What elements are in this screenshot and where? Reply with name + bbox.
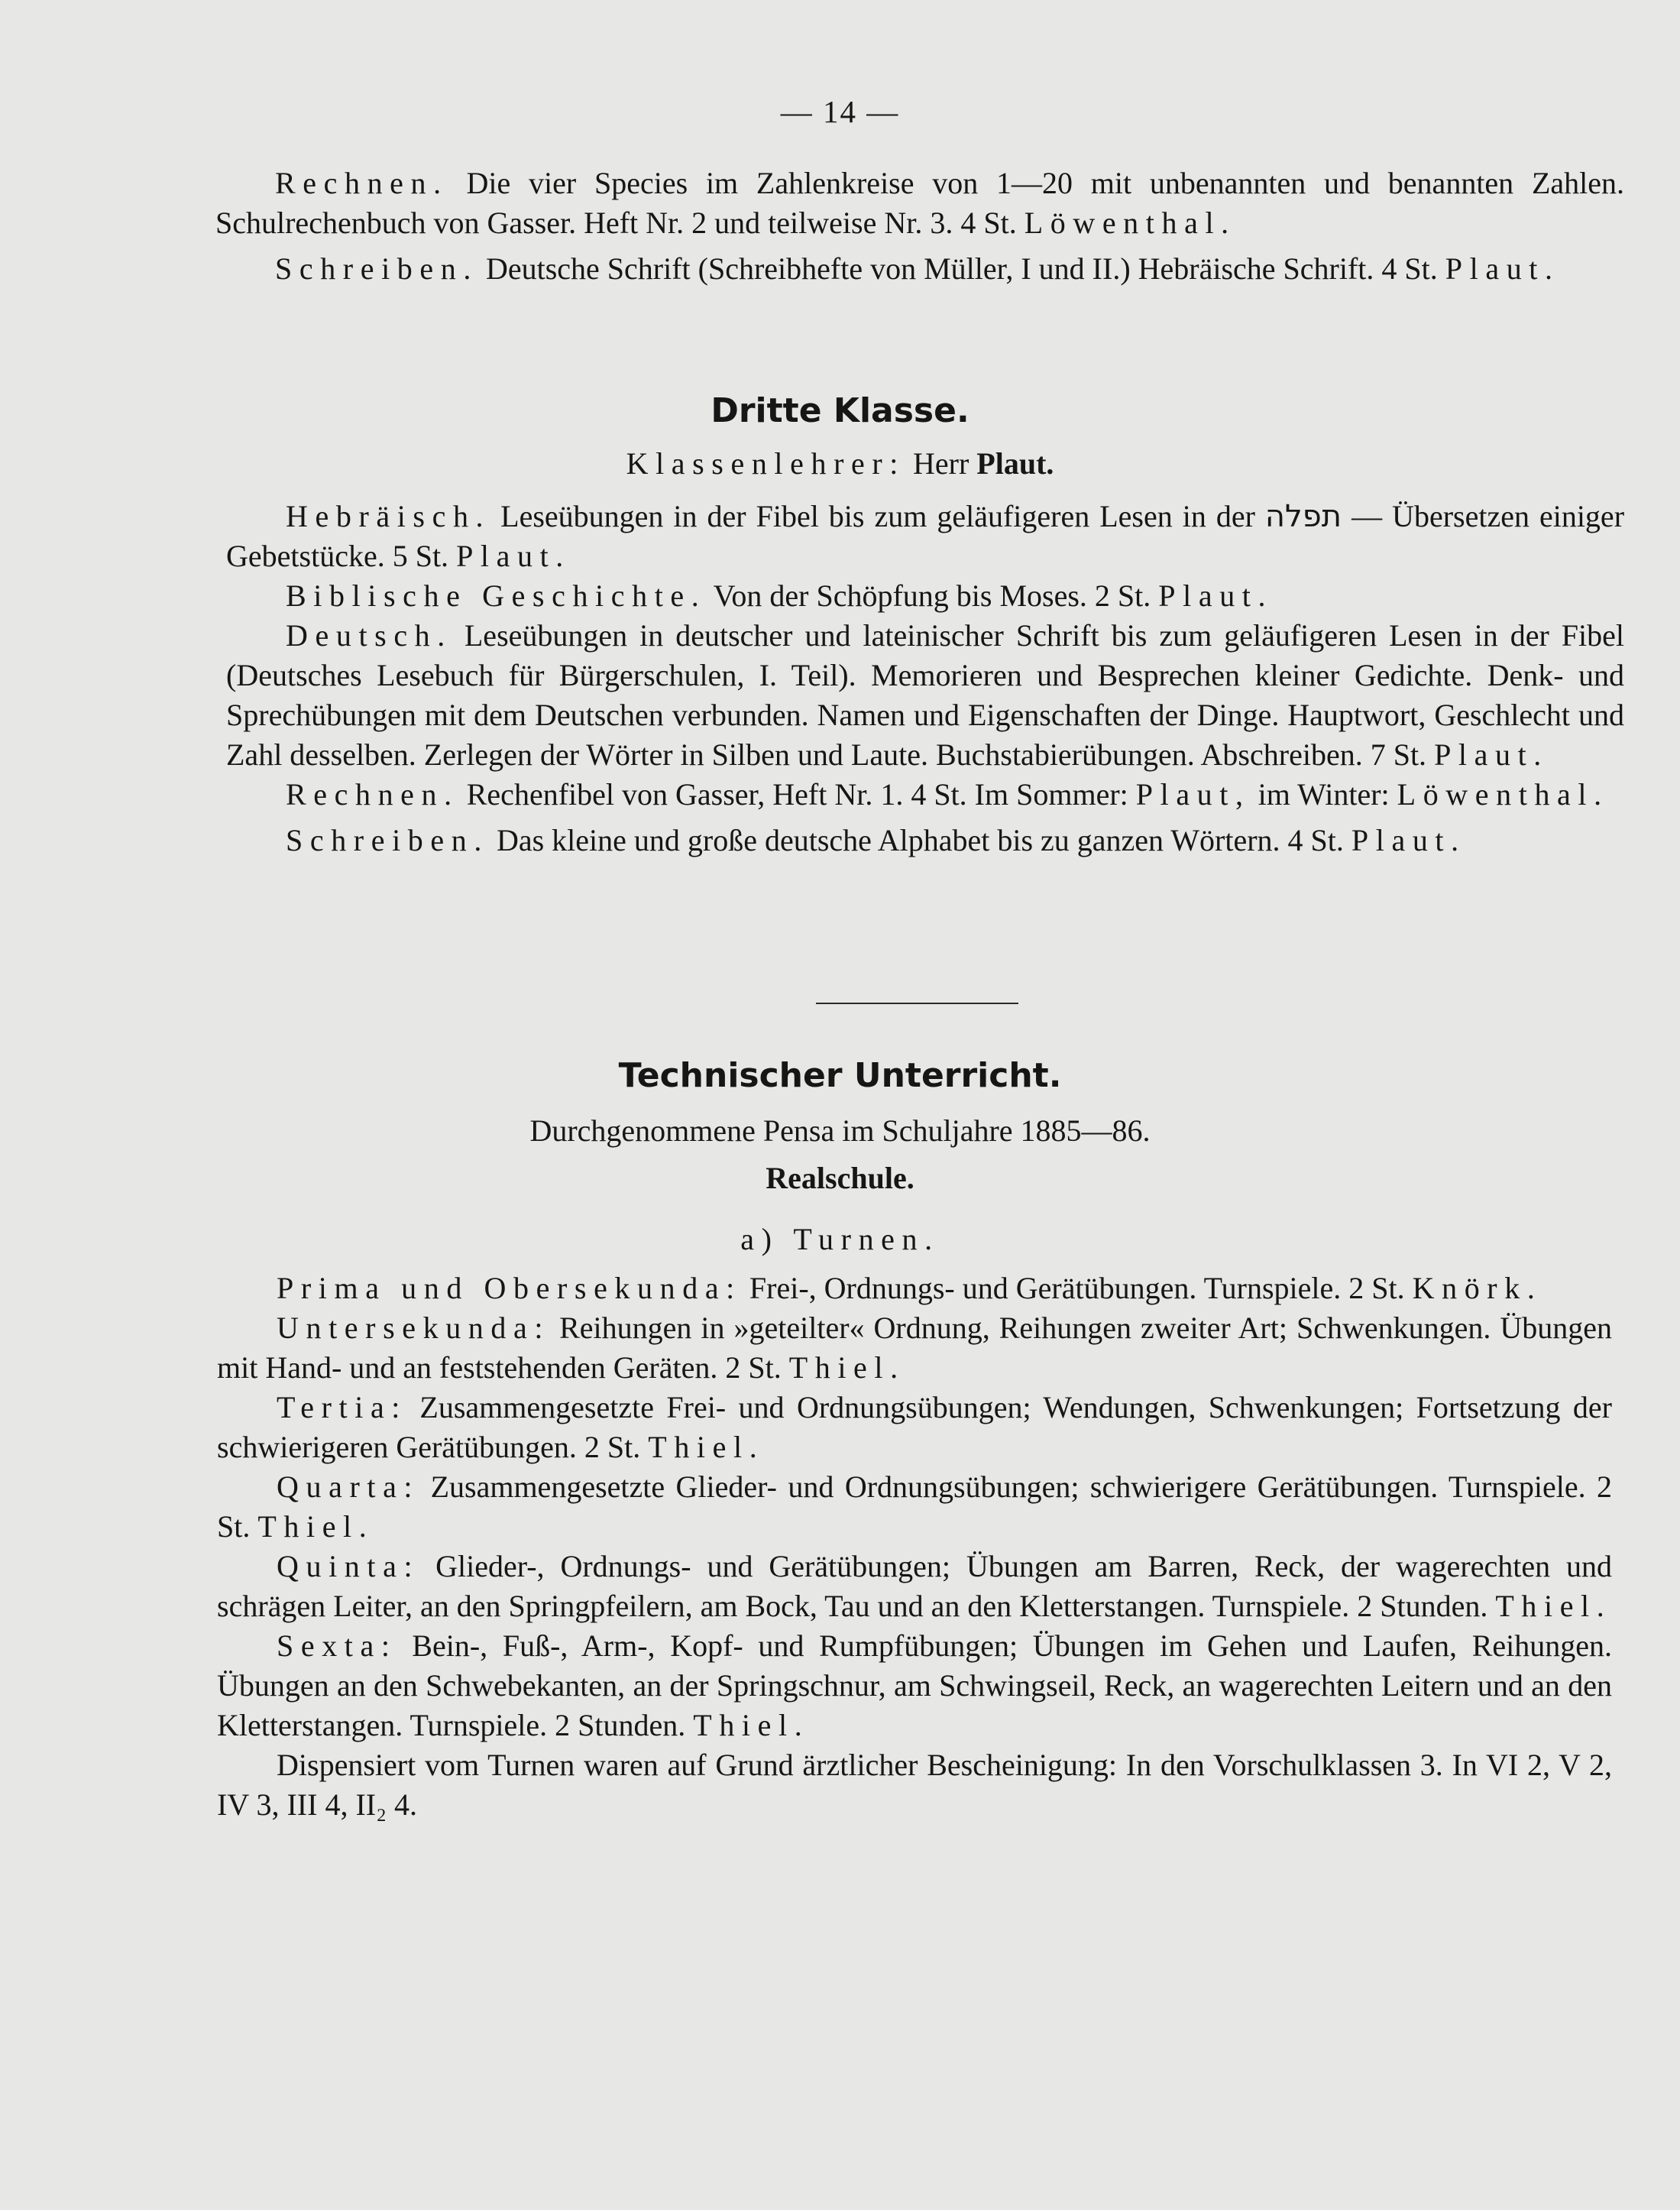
subject-label: Hebräisch. <box>286 499 491 533</box>
paragraph-text: Das kleine und große deutsche Alphabet bis zu ganzen Wörtern. 4 St. <box>496 823 1344 857</box>
paragraph-text: im Winter: <box>1258 777 1390 812</box>
paragraph-text: Leseübungen in deutscher und lateinischer Schrift bis zum geläufigeren Lesen in der Fibel (Deutsches Lesebuch für Bürgerschulen, I. Teil). Memorieren und Besprechen kleiner Gedichte. Denk- und Sprechübungen mit dem Deutschen verbunden. Namen und Eigenschaften der Dinge. Hauptwort, Geschlecht und Zahl desselben. Zerlegen der Wörter in Silben und Laute. Buchstabierübungen. Abschreiben. 7 St. <box>226 618 1624 772</box>
heading-realschule: Realschule. <box>766 1161 914 1195</box>
heading-technischer-unterricht: Technischer Unterricht. <box>618 1056 1062 1095</box>
klassenlehrer-line <box>0 446 1680 481</box>
paragraph-turnen-entry <box>217 1626 1612 1745</box>
section-divider <box>816 1003 1018 1004</box>
paragraph-text: Die vier Species im Zahlenkreise von 1—20 mit unbenannten und benannten Zahlen. Schulrechenbuch von Gasser. Heft Nr. 2 und teilweise Nr. 3. 4 St. <box>215 166 1624 240</box>
paragraph-rechnen <box>215 164 1624 243</box>
teacher-name: Plaut. <box>1434 737 1549 772</box>
teacher-name: Thiel. <box>788 1350 905 1385</box>
paragraph-text: Von der Schöpfung bis Moses. 2 St. <box>713 578 1151 613</box>
page-number: — 14 — <box>780 94 900 129</box>
class-label: Quinta: <box>277 1549 420 1583</box>
klassenlehrer-name: Plaut. <box>976 446 1054 481</box>
section-top <box>215 164 1624 289</box>
paragraph-rechnen <box>226 775 1624 815</box>
paragraph-text: Zusammengesetzte Frei- und Ordnungsübungen; Wendungen, Schwenkungen; Fortsetzung der schwierigeren Gerätübungen. 2 St. <box>217 1390 1612 1464</box>
paragraph-turnen-entry <box>217 1269 1612 1308</box>
paragraph-text: Reihungen in »geteilter« Ordnung, Reihungen zweiter Art; Schwenkungen. Übungen mit Hand- und an feststehenden Geräten. 2 St. <box>217 1311 1613 1385</box>
teacher-name: Plaut. <box>1445 251 1560 286</box>
subheading-pensa: Durchgenommene Pensa im Schuljahre 1885—86. <box>529 1113 1151 1148</box>
teacher-name: Knörk. <box>1412 1271 1542 1305</box>
section-turnen <box>217 1269 1612 1825</box>
class-label: Tertia: <box>277 1390 408 1424</box>
heading-dritte-klasse: Dritte Klasse. <box>711 391 969 430</box>
teacher-name: Thiel. <box>257 1509 374 1544</box>
paragraph-text: Deutsche Schrift (Schreibhefte von Müller, I und II.) Hebräische Schrift. 4 St. <box>485 251 1438 286</box>
class-label: Untersekunda: <box>277 1311 551 1345</box>
section-dritte-klasse <box>226 497 1624 860</box>
subject-label: Deutsch. <box>286 618 452 653</box>
subject-label: Rechnen. <box>275 166 448 200</box>
paragraph-text: — Übersetzen einiger Gebetstücke. 5 St. <box>226 499 1625 573</box>
paragraph-turnen-entry <box>217 1547 1612 1626</box>
paragraph-text: Zusammengesetzte Glieder- und Ordnungsübungen; schwierigere Gerätübungen. Turnspiele. 2 St. <box>217 1470 1612 1544</box>
paragraph-turnen-entry <box>217 1467 1612 1547</box>
paragraph-dispensiert: Dispensiert vom Turnen waren auf Grund ärztlicher Bescheinigung: In den Vorschulklassen 3. In VI 2, V 2, IV 3, III 4, II₂ 4. <box>217 1748 1612 1822</box>
subject-label: Biblische Geschichte. <box>286 578 707 613</box>
teacher-name: Löwenthal. <box>1024 206 1236 240</box>
paragraph-text: Frei-, Ordnungs- und Gerätübungen. Turnspiele. 2 St. <box>749 1271 1405 1305</box>
subject-label: Schreiben. <box>275 251 478 286</box>
heading-turnen: a) Turnen. <box>740 1222 940 1256</box>
klassenlehrer-label: Klassenlehrer: <box>626 446 905 481</box>
teacher-name: Thiel. <box>648 1430 765 1464</box>
paragraph-deutsch <box>226 616 1624 775</box>
paragraph-turnen-entry <box>217 1308 1612 1388</box>
paragraph-text: Bein-, Fuß-, Arm-, Kopf- und Rumpfübungen; Übungen im Gehen und Laufen, Reihungen. Übungen an den Schwebekanten, an der Springschnur, am Schwingseil, Reck, an wagerechten Leitern und an den Kletterstangen. Turnspiele. 2 Stunden. <box>217 1628 1612 1742</box>
paragraph-turnen-entry <box>217 1388 1612 1467</box>
teacher-name: Plaut. <box>1351 823 1466 857</box>
subject-label: Rechnen. <box>286 777 459 812</box>
teacher-name: Plaut. <box>456 539 571 573</box>
teacher-name: Thiel. <box>693 1708 810 1742</box>
paragraph-text: Rechenfibel von Gasser, Heft Nr. 1. 4 St. Im Sommer: <box>466 777 1128 812</box>
hebrew-word: תפלה <box>1264 499 1342 534</box>
teacher-name: Plaut. <box>1158 578 1274 613</box>
teacher-name: Thiel. <box>1495 1589 1612 1623</box>
paragraph-schreiben <box>226 821 1624 860</box>
paragraph-schreiben <box>215 249 1624 289</box>
class-label: Quarta: <box>277 1470 420 1504</box>
paragraph-text: Leseübungen in der Fibel bis zum geläufigeren Lesen in der <box>500 499 1255 533</box>
subject-label: Schreiben. <box>286 823 489 857</box>
klassenlehrer-herr: Herr <box>913 446 969 481</box>
class-label: Sexta: <box>277 1628 397 1663</box>
teacher-name: Löwenthal. <box>1397 777 1609 812</box>
paragraph-hebraeisch <box>226 497 1624 576</box>
class-label: Prima und Obersekunda: <box>277 1271 742 1305</box>
paragraph-biblische-geschichte <box>226 576 1624 616</box>
teacher-name: Plaut, <box>1135 777 1251 812</box>
paragraph-text: Glieder-, Ordnungs- und Gerätübungen; Übungen am Barren, Reck, der wagerechten und schrägen Leiter, an den Springpfeilern, am Bock, Tau und an den Kletterstangen. Turnspiele. 2 Stunden. <box>217 1549 1613 1623</box>
